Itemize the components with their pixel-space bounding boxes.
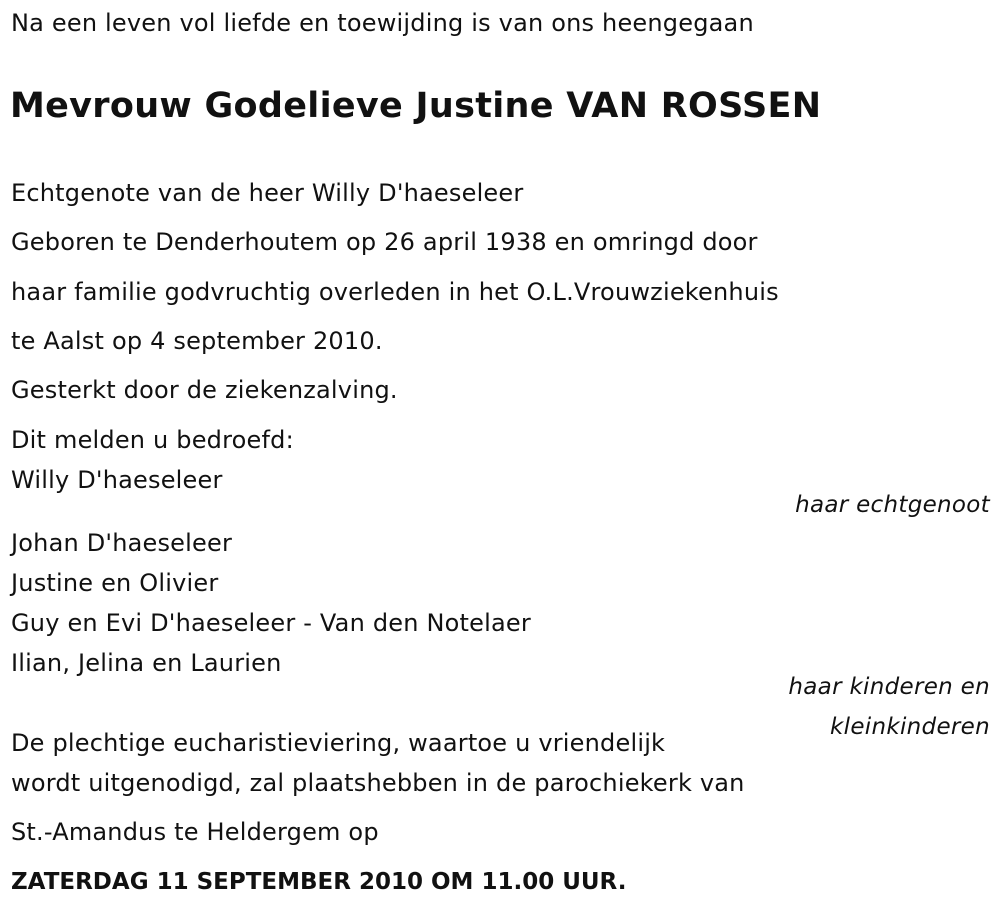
relation-children-line-1: haar kinderen en: [788, 674, 990, 700]
birth-line-2: haar familie godvruchtig overleden in het O.L.Vrouwziekenhuis: [11, 278, 779, 306]
intro-text: Na een leven vol liefde en toewijding is van ons heengegaan: [11, 9, 754, 37]
mourner-child-4: Ilian, Jelina en Laurien: [11, 649, 282, 677]
deceased-name: Mevrouw Godelieve Justine VAN ROSSEN: [10, 86, 822, 126]
service-line-1: De plechtige eucharistieviering, waartoe u vriendelijk: [11, 729, 666, 757]
service-datetime: ZATERDAG 11 SEPTEMBER 2010 OM 11.00 UUR.: [11, 869, 627, 895]
birth-line-3: te Aalst op 4 september 2010.: [11, 327, 383, 355]
service-line-3: St.-Amandus te Heldergem op: [11, 818, 379, 846]
birth-line-1: Geboren te Denderhoutem op 26 april 1938 en omringd door: [11, 228, 758, 256]
relation-spouse: haar echtgenoot: [795, 492, 990, 518]
sacrament-line: Gesterkt door de ziekenzalving.: [11, 376, 398, 404]
service-line-2: wordt uitgenodigd, zal plaatshebben in de parochiekerk van: [11, 769, 745, 797]
mourner-child-2: Justine en Olivier: [11, 569, 219, 597]
mourner-child-3: Guy en Evi D'haeseleer - Van den Notelaer: [11, 609, 531, 637]
mourners-heading: Dit melden u bedroefd:: [11, 426, 294, 454]
spouse-line: Echtgenote van de heer Willy D'haeseleer: [11, 179, 524, 207]
relation-children-line-2: kleinkinderen: [830, 714, 990, 740]
mourner-spouse-name: Willy D'haeseleer: [11, 466, 223, 494]
mourner-child-1: Johan D'haeseleer: [11, 529, 233, 557]
